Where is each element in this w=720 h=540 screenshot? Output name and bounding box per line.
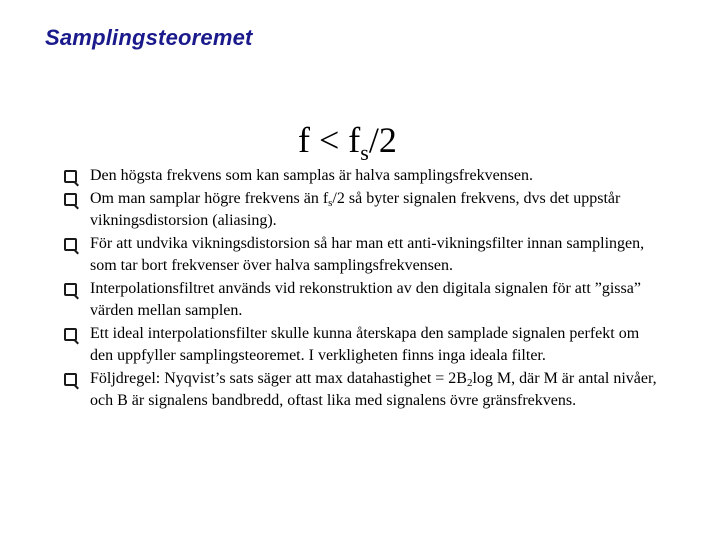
bullet-text-part: Interpolationsfiltret används vid rekonstruktion av den digitala signalen för att ”gissa” värden mellan samplen. [90,279,641,319]
checkbox-bullet-icon [64,373,77,386]
checkbox-bullet-icon [64,170,77,183]
bullet-item [62,233,662,278]
sampling-formula [298,118,397,165]
bullet-text-part: /2 så byter signalen frekvens, dvs det uppstår vikningsdistorsion (aliasing). [90,189,621,229]
formula-lhs: f < f [298,120,361,160]
bullet-text [90,370,657,410]
checkbox-bullet-icon [64,328,77,341]
bullet-item [62,165,662,188]
bullet-text [90,167,533,184]
checkbox-bullet-icon [64,238,77,251]
bullet-text-part: log M, där M är antal nivåer, och B är signalens bandbredd, oftast lika med signalens övre gränsfrekvens. [90,369,657,409]
bullet-text-part: Ett ideal interpolationsfilter skulle kunna återskapa den samplade signalen perfekt om den uppfyller samplingsteoremet. I verkligheten finns inga ideala filter. [90,324,640,364]
bullet-item [62,278,662,323]
bullet-item [62,368,662,413]
checkbox-bullet-icon [64,193,77,206]
bullet-text [90,280,641,320]
bullet-text-part: Följdregel: Nyqvist’s sats säger att max datahastighet = 2B [90,369,467,387]
bullet-text [90,235,644,275]
checkbox-bullet-icon [64,283,77,296]
formula-subscript: s [360,140,369,165]
bullet-text-part: Om man samplar högre frekvens än f [90,189,329,207]
bullet-list [62,165,662,413]
bullet-text-part: Den högsta frekvens som kan samplas är halva samplingsfrekvensen. [90,167,533,184]
bullet-item [62,188,662,233]
bullet-text [90,190,620,230]
bullet-item [62,323,662,368]
formula-rhs: /2 [368,120,397,160]
bullet-text-part: För att undvika vikningsdistorsion så har man ett anti-vikningsfilter innan samplingen, som tar bort frekvenser över halva samplingsfrekvensen. [90,234,645,274]
slide-title: Samplingsteoremet [45,25,253,50]
bullet-subscript: s [328,196,333,209]
bullet-text [90,325,639,365]
bullet-subscript: 2 [466,376,473,389]
